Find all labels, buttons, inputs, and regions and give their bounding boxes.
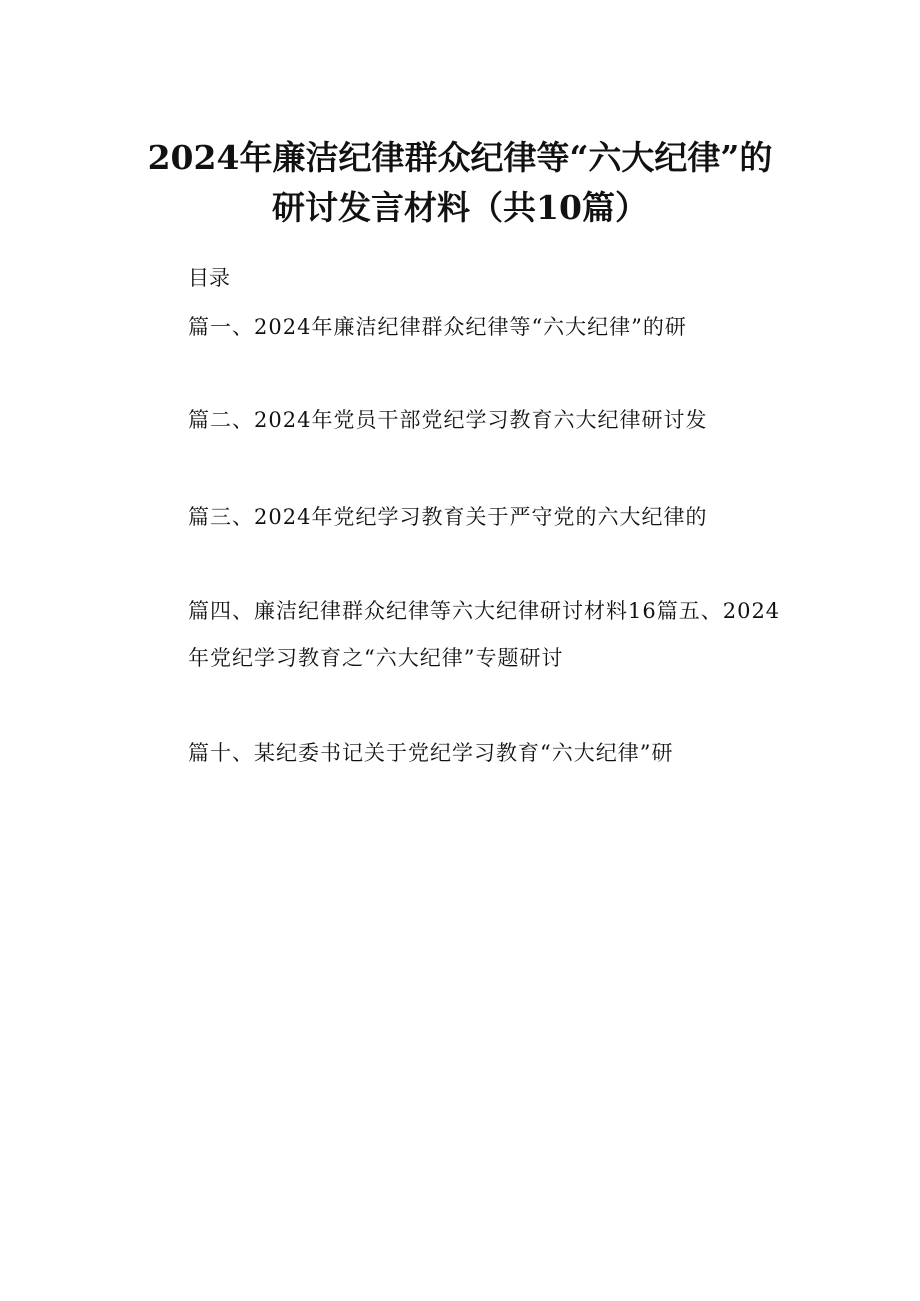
toc-heading: 目录 <box>188 266 230 290</box>
toc-entry-2[interactable]: 篇二、2024年党员干部党纪学习教育六大纪律研讨发 <box>188 408 708 432</box>
document-title-line-2: 研讨发言材料（共10篇） <box>272 188 648 227</box>
toc-entry-1[interactable]: 篇一、2024年廉洁纪律群众纪律等“六大纪律”的研 <box>188 315 687 339</box>
toc-entry-4[interactable]: 篇四、廉洁纪律群众纪律等六大纪律研讨材料16篇五、2024 <box>188 599 781 623</box>
toc-entry-4-continuation[interactable]: 年党纪学习教育之“六大纪律”专题研讨 <box>188 646 564 670</box>
toc-entry-3[interactable]: 篇三、2024年党纪学习教育关于严守党的六大纪律的 <box>188 505 708 529</box>
toc-entry-10[interactable]: 篇十、某纪委书记关于党纪学习教育“六大纪律”研 <box>188 741 674 765</box>
document-title-line-1: 2024年廉洁纪律群众纪律等“六大纪律”的 <box>147 138 773 177</box>
